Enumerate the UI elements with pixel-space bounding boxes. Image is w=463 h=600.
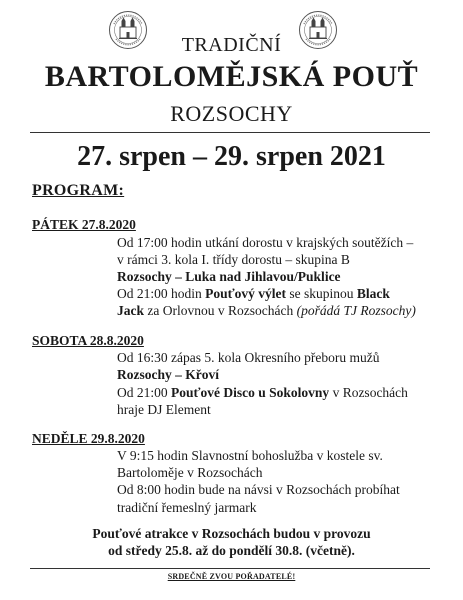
sunday-line-2: Bartoloměje v Rozsochách [117, 465, 263, 480]
saturday-line-3-c: v Rozsochách [329, 385, 408, 400]
saturday-line-4: hraje DJ Element [117, 402, 211, 417]
friday-match: Rozsochy – Luka nad Jihlavou/Puklice [117, 269, 341, 284]
friday-band-1: Black [356, 286, 390, 301]
rides-notice-line-2: od středy 25.8. až do pondělí 30.8. (včetně). [108, 543, 355, 558]
title-main: BARTOLOMĚJSKÁ POUŤ [44, 60, 419, 93]
day-heading-friday: PÁTEK 27.8.2020 [32, 217, 136, 232]
saturday-line-3-a: Od 21:00 [117, 385, 171, 400]
sunday-line-3: Od 8:00 hodin bude na návsi v Rozsochách probíhat [117, 482, 400, 497]
rides-notice-line-1: Pouťové atrakce v Rozsochách budou v provozu [92, 526, 371, 541]
title-village: ROZSOCHY [170, 101, 293, 126]
sunday-line-1: V 9:15 hodin Slavnostní bohoslužba v kostele sv. [117, 448, 383, 463]
friday-band-2: Jack [117, 303, 144, 318]
friday-line-2: v rámci 3. kola I. třídy dorostu – skupina B [117, 252, 350, 267]
program-heading: PROGRAM: [32, 182, 125, 199]
friday-location: za Orlovnou v Rozsochách [144, 303, 297, 318]
divider-bottom [30, 568, 430, 569]
divider-top [30, 132, 430, 133]
day-heading-saturday: SOBOTA 28.8.2020 [32, 333, 144, 348]
friday-line-5 [117, 303, 416, 319]
friday-line-1: Od 17:00 hodin utkání dorostu v krajských soutěžích – [117, 235, 414, 250]
day-heading-sunday: NEDĚLE 29.8.2020 [32, 431, 145, 446]
friday-event-name: Pouťový výlet [205, 286, 287, 301]
saturday-disco: Pouťové Disco u Sokolovny [171, 385, 330, 400]
sunday-line-4: tradiční řemeslný jarmark [117, 500, 257, 515]
saturday-match: Rozsochy – Křoví [117, 367, 219, 382]
title-traditional: TRADIČNÍ [181, 34, 282, 56]
friday-line-4-c: se skupinou [286, 286, 357, 301]
organizers-greeting: SRDEČNĚ ZVOU POŘADATELÉ! [167, 572, 296, 581]
saturday-line-1: Od 16:30 zápas 5. kola Okresního přeboru mužů [117, 350, 380, 365]
friday-line-4 [117, 286, 390, 302]
friday-organizer: (pořádá TJ Rozsochy) [296, 303, 416, 318]
saturday-line-3 [117, 385, 408, 401]
event-dates: 27. srpen – 29. srpen 2021 [77, 141, 386, 172]
friday-line-4-a: Od 21:00 hodin [117, 286, 206, 301]
